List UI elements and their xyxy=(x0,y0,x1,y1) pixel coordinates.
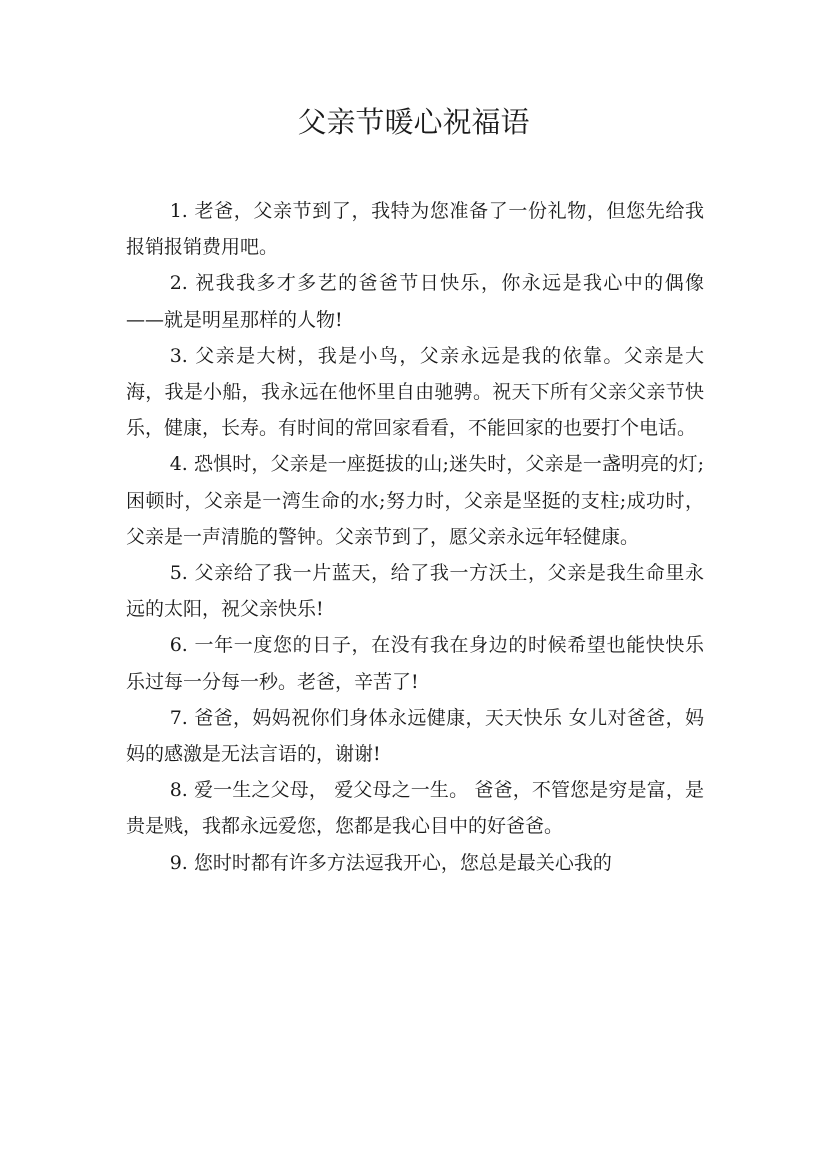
paragraph-9: 9. 您时时都有许多方法逗我开心，您总是最关心我的 xyxy=(169,851,612,874)
document-body xyxy=(126,193,704,881)
paragraph-5: 5. 父亲给了我一片蓝天，给了我一方沃土，父亲是我生命里永远的太阳，祝父亲快乐! xyxy=(126,562,704,621)
paragraph-2: 2. 祝我我多才多艺的爸爸节日快乐，你永远是我心中的偶像——就是明星那样的人物! xyxy=(126,272,704,331)
paragraph-3: 3. 父亲是大树，我是小鸟，父亲永远是我的依靠。父亲是大海，我是小船，我永远在他怀里自由驰骋。祝天下所有父亲父亲节快乐，健康，长寿。有时间的常回家看看，不能回家的也要打个电话。 xyxy=(126,344,704,440)
paragraph-1: 1. 老爸，父亲节到了，我特为您准备了一份礼物，但您先给我报销报销费用吧。 xyxy=(126,200,704,259)
paragraph-8: 8. 爱一生之父母， 爱父母之一生。 爸爸，不管您是穷是富，是贵是贱，我都永远爱您，您都是我心目中的好爸爸。 xyxy=(126,779,704,838)
paragraph-6: 6. 一年一度您的日子，在没有我在身边的时候希望也能快快乐乐过每一分每一秒。老爸，辛苦了! xyxy=(126,634,704,693)
paragraph-7: 7. 爸爸，妈妈祝你们身体永远健康，天天快乐 女儿对爸爸，妈妈的感激是无法言语的，谢谢! xyxy=(126,706,704,766)
paragraph-4: 4. 恐惧时，父亲是一座挺拔的山;迷失时，父亲是一盏明亮的灯;困顿时，父亲是一湾生命的水;努力时，父亲是坚挺的支柱;成功时，父亲是一声清脆的警钟。父亲节到了，愿父亲永远年轻健康。 xyxy=(126,453,704,548)
document-title: 父亲节暖心祝福语 xyxy=(297,105,530,139)
